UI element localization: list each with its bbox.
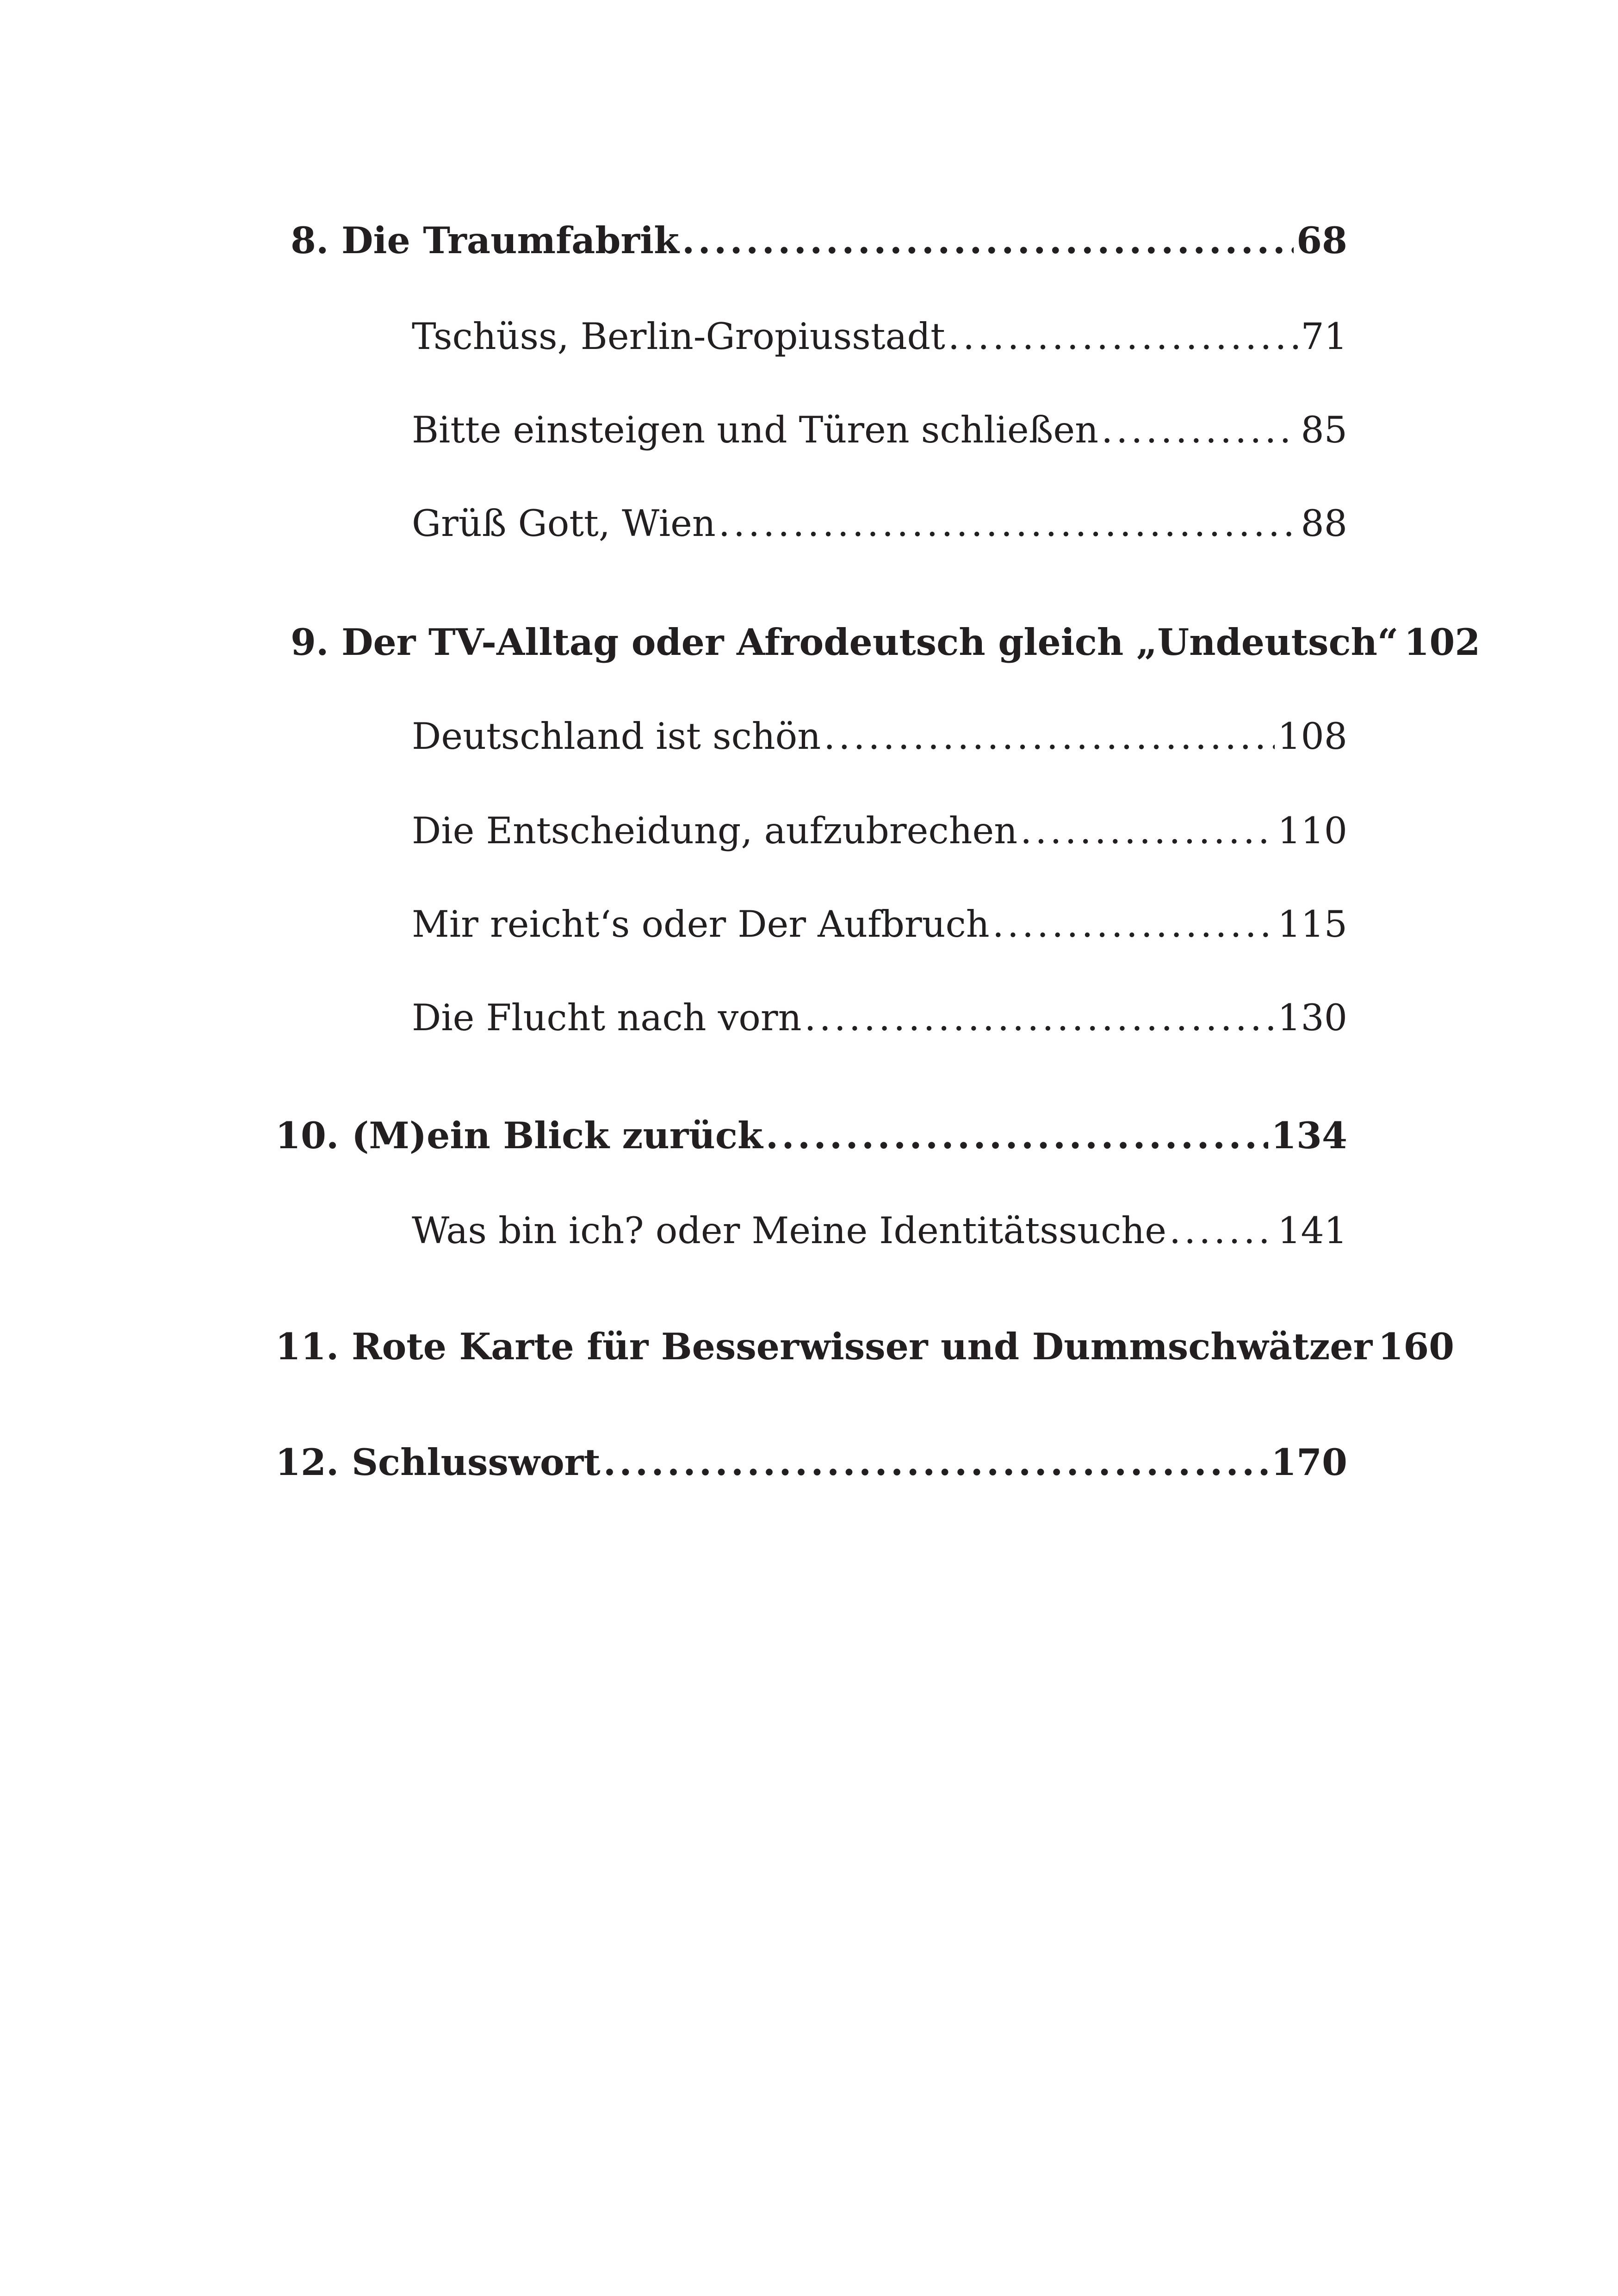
toc-section bbox=[412, 409, 1347, 451]
toc-section bbox=[412, 502, 1347, 545]
toc-entry-title: Deutschland ist schön bbox=[412, 715, 821, 758]
toc-dot-leader bbox=[1020, 813, 1275, 849]
toc-entry-title: 9. Der TV-Alltag oder Afrodeutsch gleich „Undeutsch“ bbox=[291, 621, 1399, 664]
toc-section bbox=[412, 809, 1347, 852]
toc-dot-leader bbox=[824, 718, 1275, 755]
toc-dot-leader bbox=[719, 505, 1298, 542]
toc-dot-leader bbox=[766, 1117, 1268, 1154]
toc-entry-title: Mir reicht‘s oder Der Aufbruch bbox=[412, 903, 990, 946]
toc-dot-leader bbox=[948, 318, 1298, 355]
toc-section bbox=[412, 715, 1347, 758]
toc-entry-title: Die Entscheidung, aufzubrechen bbox=[412, 809, 1018, 852]
toc-page-number: 141 bbox=[1277, 1209, 1347, 1252]
toc-page-number: 88 bbox=[1301, 502, 1347, 545]
toc-section bbox=[412, 903, 1347, 946]
toc-section bbox=[412, 996, 1347, 1039]
toc-chapter-12 bbox=[275, 1441, 1347, 1484]
toc-page-number: 115 bbox=[1277, 903, 1347, 946]
toc-page-number: 108 bbox=[1277, 715, 1347, 758]
toc-chapter-8 bbox=[291, 219, 1347, 262]
toc-dot-leader bbox=[682, 222, 1294, 259]
toc-page-number: 160 bbox=[1378, 1325, 1455, 1368]
toc-chapter-9 bbox=[291, 621, 1481, 664]
toc-page-number: 110 bbox=[1277, 809, 1347, 852]
toc-page-number: 130 bbox=[1277, 996, 1347, 1039]
toc-dot-leader bbox=[1101, 412, 1298, 448]
toc-entry-title: 8. Die Traumfabrik bbox=[291, 219, 679, 262]
toc-entry-title: Die Flucht nach vorn bbox=[412, 996, 802, 1039]
toc-chapter-11 bbox=[275, 1325, 1455, 1368]
toc-dot-leader bbox=[804, 1000, 1275, 1036]
toc-dot-leader bbox=[992, 906, 1275, 943]
toc-entry-title: Bitte einsteigen und Türen schließen bbox=[412, 409, 1099, 451]
toc-dot-leader bbox=[603, 1444, 1268, 1481]
toc-page-number: 71 bbox=[1301, 315, 1347, 358]
toc-page-number: 170 bbox=[1271, 1441, 1347, 1484]
toc-entry-title: Tschüss, Berlin-Gropiusstadt bbox=[412, 315, 945, 358]
toc-entry-title: 11. Rote Karte für Besserwisser und Dummschwätzer bbox=[275, 1325, 1373, 1368]
toc-entry-title: Grüß Gott, Wien bbox=[412, 502, 716, 545]
toc-section bbox=[412, 1209, 1347, 1252]
toc-page-number: 68 bbox=[1296, 219, 1347, 262]
toc-page-number: 85 bbox=[1301, 409, 1347, 451]
toc-page-number: 102 bbox=[1404, 621, 1481, 664]
toc-page-number: 134 bbox=[1271, 1114, 1347, 1157]
toc-entry-title: 12. Schlusswort bbox=[275, 1441, 601, 1484]
toc-dot-leader bbox=[1169, 1213, 1275, 1249]
toc-entry-title: Was bin ich? oder Meine Identitätssuche bbox=[412, 1209, 1167, 1252]
toc-entry-title: 10. (M)ein Blick zurück bbox=[275, 1114, 763, 1157]
toc-chapter-10 bbox=[275, 1114, 1347, 1157]
toc-section bbox=[412, 315, 1347, 358]
